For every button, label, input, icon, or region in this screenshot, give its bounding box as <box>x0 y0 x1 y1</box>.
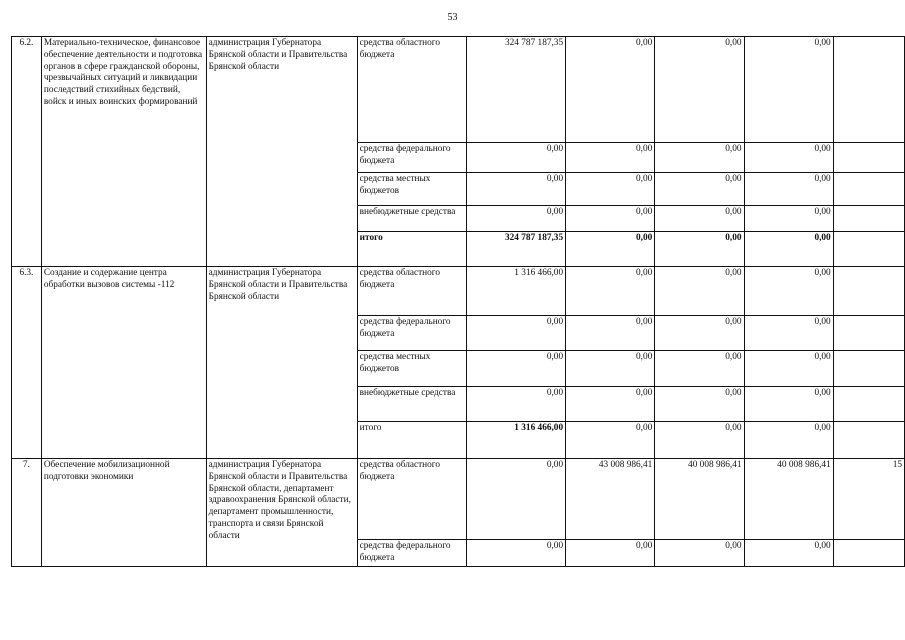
executor: администрация Губернатора Брянской области и Правительства Брянской области, департамент здравоохранения Брянской области, департамент промышленности, транспорта и связи Брянской области <box>206 459 357 567</box>
section-number: 6.3. <box>12 267 42 459</box>
funding-source: средства федерального бюджета <box>357 540 466 567</box>
amount-cell: 0,00 <box>744 206 833 232</box>
funding-source: средства областного бюджета <box>357 267 466 316</box>
amount-cell <box>833 387 904 422</box>
amount-cell: 0,00 <box>467 143 566 173</box>
amount-cell <box>833 143 904 173</box>
amount-cell <box>833 267 904 316</box>
total-cell: 0,00 <box>566 232 655 267</box>
amount-cell: 0,00 <box>566 37 655 143</box>
amount-cell: 0,00 <box>566 351 655 387</box>
funding-source: средства местных бюджетов <box>357 351 466 387</box>
executor: администрация Губернатора Брянской области и Правительства Брянской области <box>206 37 357 267</box>
amount-cell: 0,00 <box>467 173 566 206</box>
total-cell: 0,00 <box>655 422 744 459</box>
total-cell: 0,00 <box>655 232 744 267</box>
amount-cell: 0,00 <box>655 37 744 143</box>
amount-cell: 0,00 <box>566 316 655 351</box>
amount-cell: 0,00 <box>467 351 566 387</box>
total-cell <box>833 232 904 267</box>
funding-source: средства областного бюджета <box>357 37 466 143</box>
amount-cell <box>833 206 904 232</box>
amount-cell: 0,00 <box>744 387 833 422</box>
budget-table <box>11 36 905 567</box>
amount-cell: 0,00 <box>744 173 833 206</box>
amount-cell: 43 008 986,41 <box>566 459 655 540</box>
measure-name: Обеспечение мобилизационной подготовки экономики <box>41 459 206 567</box>
table-row <box>12 267 905 316</box>
amount-cell: 0,00 <box>566 173 655 206</box>
amount-cell: 0,00 <box>566 143 655 173</box>
total-cell <box>833 422 904 459</box>
funding-source: внебюджетные средства <box>357 387 466 422</box>
funding-source-total: итого <box>357 422 466 459</box>
amount-cell: 40 008 986,41 <box>655 459 744 540</box>
amount-cell: 0,00 <box>655 540 744 567</box>
total-cell: 0,00 <box>744 232 833 267</box>
amount-cell: 40 008 986,41 <box>744 459 833 540</box>
funding-source: средства местных бюджетов <box>357 173 466 206</box>
amount-cell <box>833 173 904 206</box>
amount-cell: 0,00 <box>744 351 833 387</box>
amount-cell: 0,00 <box>655 267 744 316</box>
amount-cell: 0,00 <box>467 459 566 540</box>
funding-source: средства федерального бюджета <box>357 316 466 351</box>
amount-cell: 15 <box>833 459 904 540</box>
amount-cell: 0,00 <box>744 37 833 143</box>
total-cell: 0,00 <box>566 422 655 459</box>
total-cell: 324 787 187,35 <box>467 232 566 267</box>
total-cell: 1 316 466,00 <box>467 422 566 459</box>
section-number: 7. <box>12 459 42 567</box>
amount-cell: 0,00 <box>655 351 744 387</box>
amount-cell: 0,00 <box>566 387 655 422</box>
amount-cell: 0,00 <box>655 143 744 173</box>
amount-cell: 0,00 <box>566 540 655 567</box>
amount-cell <box>833 540 904 567</box>
amount-cell: 0,00 <box>467 540 566 567</box>
amount-cell: 0,00 <box>744 143 833 173</box>
amount-cell: 0,00 <box>744 267 833 316</box>
amount-cell: 324 787 187,35 <box>467 37 566 143</box>
amount-cell: 0,00 <box>744 540 833 567</box>
page-number: 53 <box>447 12 458 23</box>
amount-cell <box>833 316 904 351</box>
executor: администрация Губернатора Брянской области и Правительства Брянской области <box>206 267 357 459</box>
amount-cell <box>833 37 904 143</box>
measure-name: Создание и содержание центра обработки вызовов системы -112 <box>41 267 206 459</box>
amount-cell: 1 316 466,00 <box>467 267 566 316</box>
amount-cell: 0,00 <box>744 316 833 351</box>
funding-source: средства областного бюджета <box>357 459 466 540</box>
amount-cell: 0,00 <box>655 206 744 232</box>
amount-cell: 0,00 <box>655 316 744 351</box>
amount-cell: 0,00 <box>566 267 655 316</box>
funding-source: внебюджетные средства <box>357 206 466 232</box>
total-cell: 0,00 <box>744 422 833 459</box>
amount-cell: 0,00 <box>467 206 566 232</box>
table-row <box>12 459 905 540</box>
amount-cell: 0,00 <box>566 206 655 232</box>
measure-name: Материально-техническое, финансовое обеспечение деятельности и подготовка органов в сфере гражданской обороны, чрезвычайных ситуаций и ликвидации последствий стихийных бедствий, войск и иных воинских формирований <box>41 37 206 267</box>
amount-cell: 0,00 <box>655 387 744 422</box>
amount-cell: 0,00 <box>467 387 566 422</box>
amount-cell <box>833 351 904 387</box>
funding-source: средства федерального бюджета <box>357 143 466 173</box>
funding-source-total: итого <box>357 232 466 267</box>
amount-cell: 0,00 <box>467 316 566 351</box>
amount-cell: 0,00 <box>655 173 744 206</box>
section-number: 6.2. <box>12 37 42 267</box>
table-row <box>12 37 905 143</box>
